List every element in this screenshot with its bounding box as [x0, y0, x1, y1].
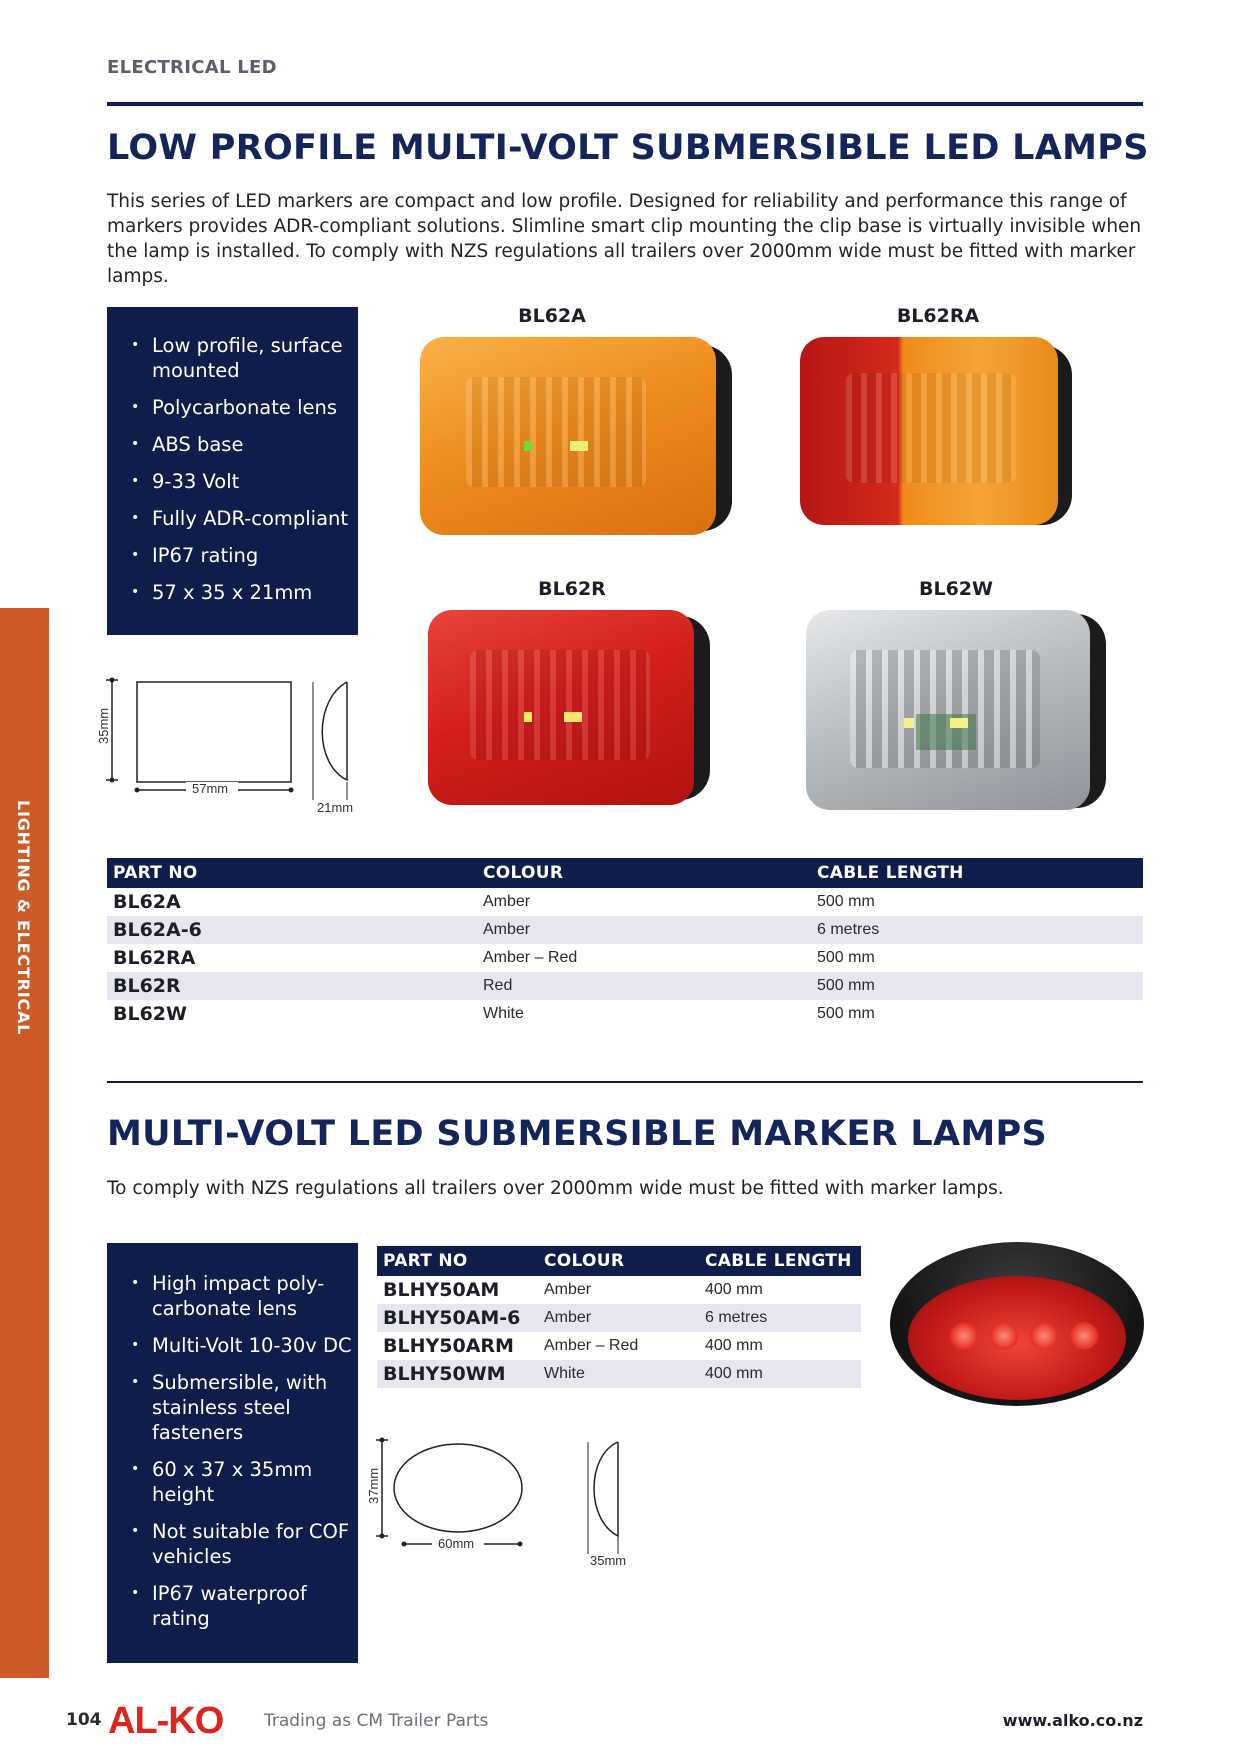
dimension-drawing-1	[96, 672, 360, 822]
feature-item: • IP67 waterproof rating	[107, 1581, 358, 1631]
col-header-cable-length: CABLE LENGTH	[811, 858, 1143, 888]
cell-cable-length: 6 metres	[699, 1304, 861, 1332]
cell-colour: Amber	[483, 893, 531, 910]
dim-width-2: 60mm	[438, 1536, 475, 1551]
cell-cable-length: 400 mm	[705, 1337, 763, 1354]
dim-depth-1: 21mm	[317, 800, 354, 815]
section1-intro: This series of LED markers are compact and low profile. Designed for reliability and performance this range of markers provides ADR-compliant solutions. Slimline smart clip mounting the clip base is virtually invisible when the lamp is installed. To comply with NZS regulations all trailers over 2000mm wide must be fitted with marker lamps.	[107, 191, 1142, 287]
cell-part-no: BLHY50ARM	[383, 1335, 514, 1357]
footer-url[interactable]: www.alko.co.nz	[1002, 1711, 1143, 1730]
feature-item: • 60 x 37 x 35mm height	[107, 1457, 358, 1507]
table-row	[377, 1332, 861, 1360]
product-label-bl62ra: BL62RA	[896, 305, 980, 327]
table-row	[107, 888, 1143, 916]
feature-item: • 57 x 35 x 21mm	[107, 580, 358, 605]
col-header-part-no: PART NO	[107, 858, 477, 888]
section2-intro: To comply with NZS regulations all trailers over 2000mm wide must be fitted with marker lamps.	[107, 1178, 1004, 1199]
table-header-row	[377, 1246, 861, 1276]
dimension-drawing-2	[366, 1432, 630, 1572]
feature-item: • ABS base	[107, 432, 358, 457]
section1-features-list	[107, 333, 358, 605]
footer-tagline: Trading as CM Trailer Parts	[264, 1711, 489, 1731]
col-header-colour: COLOUR	[477, 858, 811, 888]
col-header-part-no: PART NO	[377, 1246, 538, 1276]
table-row	[107, 972, 1143, 1000]
feature-item: • High impact poly-carbonate lens	[107, 1271, 358, 1321]
table-row	[107, 944, 1143, 972]
dim-depth-2: 35mm	[590, 1553, 627, 1568]
cell-part-no: BL62R	[107, 972, 477, 1000]
cell-cable-length: 400 mm	[699, 1360, 861, 1388]
feature-item: • Fully ADR-compliant	[107, 506, 358, 531]
cell-cable-length: 6 metres	[811, 916, 1143, 944]
header-rule	[107, 102, 1143, 106]
page-number: 104	[66, 1710, 102, 1730]
cell-colour: Amber	[544, 1281, 592, 1298]
product-label-bl62a: BL62A	[518, 305, 586, 327]
lamp-image-bl62ra	[800, 337, 1072, 529]
cell-cable-length: 500 mm	[811, 972, 1143, 1000]
section1-spec-table	[107, 858, 1143, 1028]
table-row	[107, 916, 1143, 944]
product-label-bl62w: BL62W	[919, 578, 993, 600]
section2-features-list	[107, 1271, 358, 1631]
feature-item: • IP67 rating	[107, 543, 358, 568]
col-header-cable-length: CABLE LENGTH	[699, 1246, 861, 1276]
feature-item: • Submersible, with stainless steel fasteners	[107, 1370, 358, 1445]
cell-cable-length: 400 mm	[705, 1281, 763, 1298]
table-header-row	[107, 858, 1143, 888]
lamp-image-bl62w	[806, 610, 1106, 810]
cell-colour: Amber	[477, 916, 811, 944]
table-row	[107, 1000, 1143, 1028]
side-tab-label: LIGHTING & ELECTRICAL	[14, 800, 33, 1036]
table-row	[377, 1360, 861, 1388]
section2-features-box	[107, 1243, 358, 1663]
col-header-colour: COLOUR	[538, 1246, 699, 1276]
section1-features-box	[107, 307, 358, 635]
cell-cable-length: 500 mm	[817, 1005, 875, 1022]
lamp-image-bl62a	[420, 337, 732, 537]
cell-colour: White	[538, 1360, 699, 1388]
cell-cable-length: 500 mm	[817, 893, 875, 910]
cell-colour: White	[483, 1005, 524, 1022]
dim-width-1: 57mm	[192, 781, 229, 796]
side-tab	[0, 608, 49, 1678]
cell-part-no: BL62W	[113, 1003, 187, 1025]
section-tag: ELECTRICAL LED	[107, 57, 277, 78]
lamp-image-bl62r	[428, 610, 710, 805]
section2-title: MULTI-VOLT LED SUBMERSIBLE MARKER LAMPS	[107, 1114, 1047, 1154]
feature-item: • Polycarbonate lens	[107, 395, 358, 420]
feature-item: • Multi-Volt 10-30v DC	[107, 1333, 358, 1358]
table-row	[377, 1304, 861, 1332]
feature-item: • Not suitable for COF vehicles	[107, 1519, 358, 1569]
cell-colour: Red	[477, 972, 811, 1000]
section1-title: LOW PROFILE MULTI-VOLT SUBMERSIBLE LED LAMPS	[107, 128, 1149, 168]
section2-spec-table	[377, 1246, 861, 1388]
cell-part-no: BL62A-6	[107, 916, 477, 944]
dim-height-1: 35mm	[96, 707, 111, 744]
product-label-bl62r: BL62R	[538, 578, 606, 600]
dim-height-2: 37mm	[366, 1467, 381, 1504]
section-divider	[107, 1081, 1143, 1083]
alko-logo: AL-KO	[108, 1700, 224, 1742]
cell-part-no: BL62RA	[113, 947, 196, 969]
cell-part-no: BLHY50AM	[383, 1279, 500, 1301]
feature-item: • 9-33 Volt	[107, 469, 358, 494]
cell-part-no: BLHY50AM-6	[377, 1304, 538, 1332]
feature-item: • Low profile, surface mounted	[107, 333, 358, 383]
cell-colour: Amber – Red	[483, 949, 578, 966]
cell-part-no: BL62A	[113, 891, 181, 913]
cell-colour: Amber – Red	[544, 1337, 639, 1354]
cell-part-no: BLHY50WM	[377, 1360, 538, 1388]
lamp-image-blhy50	[890, 1242, 1144, 1412]
table-row	[377, 1276, 861, 1304]
cell-cable-length: 500 mm	[817, 949, 875, 966]
cell-colour: Amber	[538, 1304, 699, 1332]
